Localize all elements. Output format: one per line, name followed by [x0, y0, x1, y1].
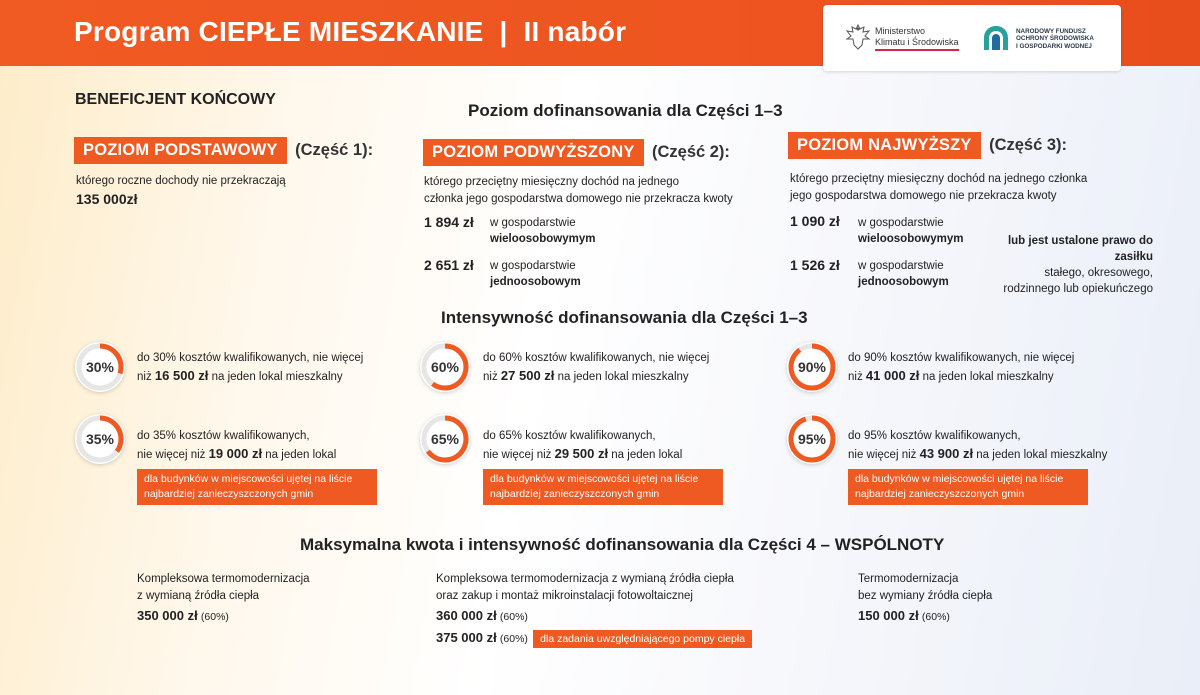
nfos-logo-icon	[981, 23, 1011, 53]
extra-bold: lub jest ustalone prawo do zasiłku	[1007, 235, 1153, 263]
ring-percentage-label: 95%	[797, 431, 827, 447]
level-increased-text-2	[490, 258, 581, 290]
row-text-bold: wieloosobowymym	[858, 233, 964, 245]
intensity-line-2-post: na jeden lokal mieszkalny	[973, 449, 1108, 461]
part-label: (Część 1):	[295, 141, 374, 159]
percentage-ring	[787, 414, 837, 464]
nfos-line-3: I GOSPODARKI WODNEJ	[1016, 42, 1092, 50]
item-pct: (60%)	[921, 611, 950, 623]
heat-pump-note-badge: dla zadania uwzględniającego pompy ciepła	[533, 630, 752, 648]
level-highest-amount-2: 1 526 zł	[790, 257, 840, 273]
intensity-line-1: do 35% kosztów kwalifikowanych,	[137, 430, 310, 442]
item-line: bez wymiany źródła ciepła	[858, 590, 993, 602]
intensity-amount: 29 500 zł	[554, 446, 609, 461]
row-text-bold: jednoosobowym	[490, 276, 581, 288]
eagle-emblem-icon	[845, 23, 871, 51]
intensity-line-2-post: na jeden lokal mieszkalny	[919, 371, 1054, 383]
part-label: (Część 2):	[651, 143, 730, 161]
row-text: w gospodarstwie	[858, 217, 944, 229]
note-line-2: najbardziej zanieczyszczonych gmin	[144, 488, 314, 500]
level-highest	[788, 132, 1067, 159]
level-increased-text-1	[490, 215, 595, 247]
intensity-line-2	[137, 367, 363, 386]
level-badge: POZIOM PODWYŻSZONY	[423, 139, 644, 166]
intensity-line-2-post: na jeden lokal	[262, 449, 337, 461]
note-line-1: dla budynków w miejscowości ujętej na liście	[855, 473, 1064, 485]
row-text-bold: jednoosobowym	[858, 276, 949, 288]
percentage-ring	[420, 342, 470, 392]
ring-percentage-label: 65%	[430, 431, 460, 447]
note-line-2: najbardziej zanieczyszczonych gmin	[855, 488, 1025, 500]
part-label: (Część 3):	[989, 136, 1068, 154]
ministry-line-2: Klimatu i Środowiska	[875, 37, 959, 47]
nfos-line-2: OCHRONY ŚRODOWISKA	[1016, 35, 1094, 43]
item-amount: 360 000 zł	[436, 608, 497, 623]
levels-title: Poziom dofinansowania dla Części 1–3	[468, 101, 783, 120]
intensity-line-2	[483, 445, 682, 464]
intensity-title: Intensywność dofinansowania dla Części 1–3	[441, 308, 808, 327]
level-highest-desc	[790, 171, 1087, 205]
intensity-text	[848, 428, 1107, 464]
intensity-line-1: do 95% kosztów kwalifikowanych,	[848, 430, 1021, 442]
ring-percentage-label: 60%	[430, 359, 460, 375]
intensity-line-2-pre: nie więcej niż	[848, 449, 920, 461]
intensity-line-2-pre: niż	[137, 371, 155, 383]
level-increased	[423, 139, 730, 166]
item-pct: (60%)	[499, 611, 528, 623]
percentage-ring	[75, 414, 125, 464]
item-amount: 350 000 zł	[137, 608, 198, 623]
intensity-line-2-pre: nie więcej niż	[137, 449, 209, 461]
row-text: w gospodarstwie	[490, 217, 576, 229]
level-basic-desc: którego roczne dochody nie przekraczają	[76, 175, 286, 187]
nfos-name	[1016, 28, 1094, 50]
intensity-line-2-pre: niż	[848, 371, 866, 383]
intensity-amount: 19 000 zł	[208, 446, 263, 461]
level-increased-amount-1: 1 894 zł	[424, 214, 474, 230]
level-basic	[74, 137, 373, 164]
item-line: Termomodernizacja	[858, 573, 959, 585]
intensity-line-2-pre: nie więcej niż	[483, 449, 555, 461]
row-text: w gospodarstwie	[490, 260, 576, 272]
level-badge: POZIOM NAJWYŻSZY	[788, 132, 981, 159]
ministry-line-1: Ministerstwo	[875, 26, 926, 36]
intensity-text	[137, 350, 363, 386]
item-line: z wymianą źródła ciepła	[137, 590, 260, 602]
level-highest-extra	[988, 233, 1153, 297]
desc-line: którego przeciętny miesięczny dochód na jednego	[424, 176, 680, 188]
item-line: Kompleksowa termomodernizacja z wymianą źródła ciepła	[436, 573, 734, 585]
intensity-text	[483, 428, 682, 464]
percentage-ring	[787, 342, 837, 392]
intensity-line-1: do 30% kosztów kwalifikowanych, nie więcej	[137, 352, 364, 364]
intensity-amount: 43 900 zł	[919, 446, 974, 461]
part4-item-2	[436, 571, 752, 648]
intensity-amount: 27 500 zł	[500, 368, 555, 383]
ministry-name	[875, 26, 959, 51]
desc-line: jego gospodarstwa domowego nie przekracza kwoty	[790, 190, 1057, 202]
item-amount: 150 000 zł	[858, 608, 919, 623]
row-text-bold: wieloosobowymym	[490, 233, 596, 245]
percentage-ring	[420, 414, 470, 464]
nfos-line-1: NARODOWY FUNDUSZ	[1016, 28, 1086, 35]
extra-line: stałego, okresowego,	[1044, 267, 1153, 279]
ring-percentage-label: 35%	[85, 431, 115, 447]
ring-percentage-label: 90%	[797, 359, 827, 375]
desc-line: którego przeciętny miesięczny dochód na jednego członka	[790, 173, 1088, 185]
intensity-line-2-post: na jeden lokal mieszkalny	[554, 371, 689, 383]
intensity-text	[137, 428, 336, 464]
intensity-line-1: do 65% kosztów kwalifikowanych,	[483, 430, 656, 442]
polluted-municipality-note-badge	[483, 469, 723, 505]
intensity-amount: 16 500 zł	[154, 368, 209, 383]
part4-item-1	[137, 571, 310, 626]
level-badge: POZIOM PODSTAWOWY	[74, 137, 287, 164]
row-text: w gospodarstwie	[858, 260, 944, 272]
intensity-line-2-pre: niż	[483, 371, 501, 383]
note-line-1: dla budynków w miejscowości ujętej na liście	[144, 473, 353, 485]
level-highest-amount-1: 1 090 zł	[790, 213, 840, 229]
ring-percentage-label: 30%	[85, 359, 115, 375]
intensity-text	[848, 350, 1074, 386]
level-highest-text-2	[858, 258, 949, 290]
item-line: oraz zakup i montaż mikroinstalacji fotowoltaicznej	[436, 590, 693, 602]
part4-item-3	[858, 571, 992, 626]
beneficiary-title: BENEFICJENT KOŃCOWY	[75, 91, 276, 108]
item-pct-2: (60%)	[499, 633, 528, 645]
item-line: Kompleksowa termomodernizacja	[137, 573, 310, 585]
polluted-municipality-note-badge	[137, 469, 377, 505]
item-amount-2: 375 000 zł	[436, 630, 497, 645]
percentage-ring	[75, 342, 125, 392]
intensity-line-2	[848, 367, 1074, 386]
part4-title: Maksymalna kwota i intensywność dofinansowania dla Części 4 – WSPÓLNOTY	[300, 535, 945, 554]
item-pct: (60%)	[200, 611, 229, 623]
intensity-text	[483, 350, 709, 386]
polluted-municipality-note-badge	[848, 469, 1088, 505]
intensity-line-2	[137, 445, 336, 464]
intensity-amount: 41 000 zł	[865, 368, 920, 383]
intensity-line-1: do 60% kosztów kwalifikowanych, nie więcej	[483, 352, 710, 364]
intensity-line-2-post: na jeden lokal mieszkalny	[208, 371, 343, 383]
intensity-line-2	[483, 367, 709, 386]
note-line-2: najbardziej zanieczyszczonych gmin	[490, 488, 660, 500]
level-highest-text-1	[858, 215, 963, 247]
extra-line: rodzinnego lub opiekuńczego	[1003, 283, 1153, 295]
intensity-line-2	[848, 445, 1107, 464]
note-line-1: dla budynków w miejscowości ujętej na liście	[490, 473, 699, 485]
level-increased-desc	[424, 174, 733, 208]
level-basic-amount: 135 000zł	[76, 191, 138, 207]
intensity-line-1: do 90% kosztów kwalifikowanych, nie więcej	[848, 352, 1075, 364]
logos-panel	[823, 5, 1121, 71]
page-title: Program CIEPŁE MIESZKANIE | II nabór	[74, 16, 627, 47]
desc-line: członka jego gospodarstwa domowego nie przekracza kwoty	[424, 193, 733, 205]
intensity-line-2-post: na jeden lokal	[608, 449, 683, 461]
level-increased-amount-2: 2 651 zł	[424, 257, 474, 273]
